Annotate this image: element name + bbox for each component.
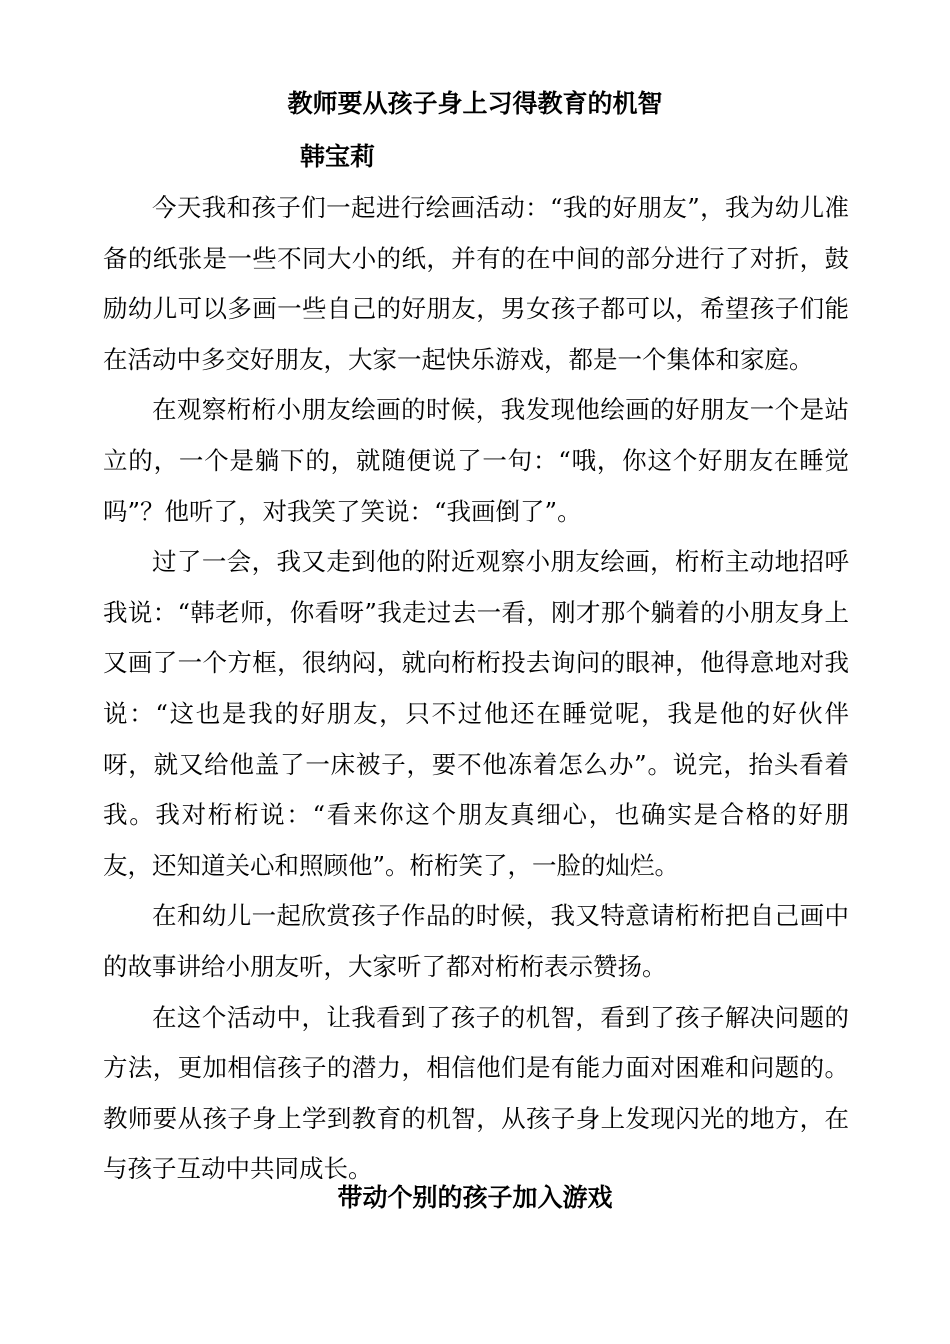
paragraph: 过了一会，我又走到他的附近观察小朋友绘画，桁桁主动地招呼我说：“韩老师，你看呀”我走过去一看，刚才那个躺着的小朋友身上又画了一个方框，很纳闷，就向桁桁投去询问的眼神，他得意地对我说：“这也是我的好朋友，只不过他还在睡觉呢，我是他的好伙伴呀，就又给他盖了一床被子，要不他冻着怎么办”。说完，抬头看着我。我对桁桁说：“看来你这个朋友真细心，也确实是合格的好朋友，还知道关心和照顾他”。桁桁笑了，一脸的灿烂。	[103, 547, 849, 880]
paragraph: 在和幼儿一起欣赏孩子作品的时候，我又特意请桁桁把自己画中的故事讲给小朋友听，大家听了都对桁桁表示赞扬。	[103, 901, 849, 981]
paragraph: 在观察桁桁小朋友绘画的时候，我发现他绘画的好朋友一个是站立的，一个是躺下的，就随便说了一句：“哦，你这个好朋友在睡觉吗”？他听了，对我笑了笑说：“我画倒了”。	[103, 395, 849, 526]
article-body	[103, 183, 849, 1195]
author-name: 韩宝莉	[300, 142, 376, 171]
next-section-title: 带动个别的孩子加入游戏	[337, 1183, 613, 1212]
document-title: 教师要从孩子身上习得教育的机智	[287, 89, 663, 118]
paragraph: 在这个活动中，让我看到了孩子的机智，看到了孩子解决问题的方法，更加相信孩子的潜力，相信他们是有能力面对困难和问题的。教师要从孩子身上学到教育的机智，从孩子身上发现闪光的地方，在与孩子互动中共同成长。	[103, 1002, 849, 1184]
paragraph: 今天我和孩子们一起进行绘画活动：“我的好朋友”，我为幼儿准备的纸张是一些不同大小的纸，并有的在中间的部分进行了对折，鼓励幼儿可以多画一些自己的好朋友，男女孩子都可以，希望孩子们能在活动中多交好朋友，大家一起快乐游戏，都是一个集体和家庭。	[103, 193, 849, 374]
